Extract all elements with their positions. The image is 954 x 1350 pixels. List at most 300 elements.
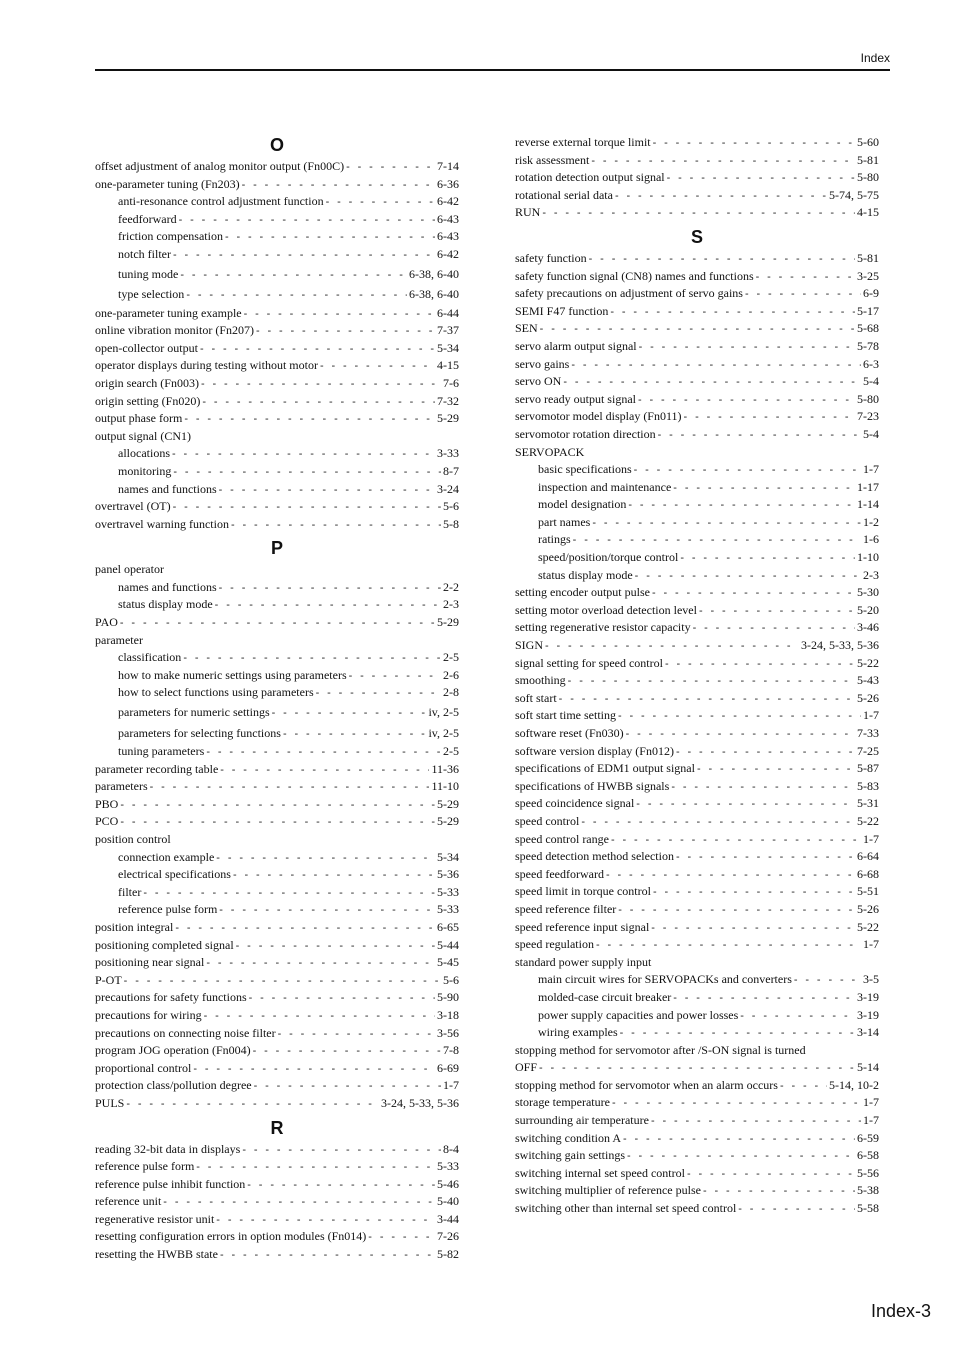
entry-pages: 6-42 [437, 194, 459, 209]
entry-pages: 6-43 [437, 229, 459, 244]
index-subentry [515, 1007, 879, 1025]
index-subentry [95, 284, 459, 305]
entry-term: specifications of HWBB signals [515, 778, 670, 793]
dot-leader [591, 153, 855, 170]
entry-term: allocations [118, 446, 170, 461]
entry-pages: 3-18 [437, 1007, 459, 1022]
entry-pages: 3-44 [437, 1211, 459, 1226]
dot-leader [615, 188, 827, 205]
dot-leader [320, 358, 435, 375]
entry-term: P-OT [95, 972, 122, 987]
entry-pages: 1-7 [863, 1113, 879, 1128]
index-subentry [515, 989, 879, 1007]
index-entry [95, 1025, 459, 1043]
index-entry [95, 989, 459, 1007]
entry-term: PBO [95, 796, 119, 811]
entry-term: OFF [515, 1060, 538, 1075]
index-entry [515, 338, 879, 356]
index-entry [515, 637, 879, 655]
index-subentry [95, 193, 459, 211]
dot-leader [126, 1096, 379, 1113]
index-entry [95, 1193, 459, 1211]
index-entry [95, 1158, 459, 1176]
entry-pages: 4-15 [437, 358, 459, 373]
dot-leader [653, 884, 855, 901]
entry-pages: iv, 2-5 [428, 725, 459, 740]
index-entry [95, 1042, 459, 1060]
entry-pages: 5-4 [863, 426, 879, 441]
entry-term: signal setting for speed control [515, 655, 663, 670]
dot-leader [219, 580, 441, 597]
entry-term: safety function signal (CN8) names and functions [515, 268, 754, 283]
entry-term: speed regulation [515, 937, 594, 952]
dot-leader [247, 1177, 435, 1194]
entry-pages: 5-56 [857, 1165, 879, 1180]
dot-leader [745, 286, 861, 303]
entry-pages: 6-36 [437, 176, 459, 191]
entry-pages: 1-7 [863, 1095, 879, 1110]
dot-leader [231, 517, 441, 534]
entry-term: PULS [95, 1095, 125, 1110]
entry-pages: 5-83 [857, 778, 879, 793]
index-subentry [515, 461, 879, 479]
index-subentry [515, 479, 879, 497]
entry-pages: 5-6 [443, 972, 459, 987]
index-entry [95, 937, 459, 955]
index-entry [95, 1211, 459, 1229]
entry-term: notch filter [118, 246, 171, 261]
entry-term: RUN [515, 205, 541, 220]
index-entry [95, 813, 459, 831]
dot-leader [173, 499, 441, 516]
entry-pages: 6-38, 6-40 [409, 266, 459, 281]
index-entry [515, 743, 879, 761]
entry-term: servomotor model display (Fn011) [515, 409, 682, 424]
index-entry [515, 1200, 879, 1218]
entry-pages: 5-74, 5-75 [829, 187, 879, 202]
entry-pages: 5-80 [857, 170, 879, 185]
index-entry [515, 1182, 879, 1200]
dot-leader [216, 850, 435, 867]
index-entry [515, 778, 879, 796]
index-subentry [95, 702, 459, 723]
dot-leader [173, 464, 441, 481]
entry-pages: 5-33 [437, 902, 459, 917]
index-entry [95, 954, 459, 972]
dot-leader [651, 920, 855, 937]
index-entry [515, 866, 879, 884]
index-entry [95, 158, 459, 176]
section-letter: R [270, 1117, 284, 1138]
entry-pages: 5-22 [857, 919, 879, 934]
entry-pages: 5-81 [857, 152, 879, 167]
dot-leader [120, 615, 435, 632]
index-entry [515, 391, 879, 409]
section-letter: O [269, 135, 284, 155]
dot-leader [571, 357, 861, 374]
entry-pages: 5-14, 10-2 [829, 1077, 879, 1092]
index-entry [515, 356, 879, 374]
index-entry [515, 1165, 879, 1183]
entry-term: rotation detection output signal [515, 170, 665, 185]
dot-leader [219, 482, 435, 499]
entry-term: speed limit in torque control [515, 884, 651, 899]
entry-term: molded-case circuit breaker [538, 989, 672, 1004]
dot-leader [233, 867, 435, 884]
entry-pages: 6-9 [863, 286, 879, 301]
index-entry [95, 1246, 459, 1264]
entry-pages: 5-90 [437, 990, 459, 1005]
entry-term: setting encoder output pulse [515, 585, 650, 600]
entry-pages: iv, 2-5 [428, 705, 459, 720]
dot-leader [253, 1043, 441, 1060]
entry-pages: 2-3 [863, 567, 879, 582]
entry-term: setting regenerative resistor capacity [515, 620, 691, 635]
index-entry [515, 373, 879, 391]
entry-term: origin search (Fn003) [95, 375, 199, 390]
index-entry [515, 848, 879, 866]
dot-leader [794, 972, 861, 989]
entry-term: SEMI F47 function [515, 303, 609, 318]
index-entry [515, 831, 879, 849]
entry-term: precautions on connecting noise filter [95, 1025, 276, 1040]
index-entry [515, 268, 879, 286]
dot-leader [687, 1166, 855, 1183]
index-entry [95, 410, 459, 428]
index-subentry [95, 579, 459, 597]
entry-pages: 6-3 [863, 356, 879, 371]
dot-leader [636, 796, 855, 813]
dot-leader [539, 1060, 855, 1077]
dot-leader [201, 376, 441, 393]
dot-leader [183, 650, 441, 667]
entry-term: standard power supply input [515, 954, 652, 969]
entry-term: setting motor overload detection level [515, 602, 697, 617]
entry-pages: 5-30 [857, 585, 879, 600]
entry-pages: 11-10 [431, 779, 459, 794]
dot-leader [368, 1229, 435, 1246]
dot-leader [150, 779, 430, 796]
dot-leader [665, 656, 855, 673]
entry-term: one-parameter tuning (Fn203) [95, 176, 240, 191]
entry-pages: 7-8 [443, 1043, 459, 1058]
index-entry [95, 796, 459, 814]
entry-term: regenerative resistor unit [95, 1211, 215, 1226]
entry-pages: 1-7 [863, 708, 879, 723]
dot-leader [658, 427, 861, 444]
dot-leader [545, 638, 799, 655]
entry-pages: 5-78 [857, 338, 879, 353]
entry-pages: 7-32 [437, 393, 459, 408]
entry-term: names and functions [118, 481, 217, 496]
index-entry [95, 1176, 459, 1194]
entry-pages: 3-24 [437, 481, 459, 496]
dot-leader [120, 814, 435, 831]
index-entry [515, 901, 879, 919]
entry-term: reverse external torque limit [515, 135, 651, 149]
index-entry [515, 795, 879, 813]
index-entry [95, 322, 459, 340]
dot-leader [256, 323, 435, 340]
entry-term: type selection [118, 287, 185, 302]
dot-leader [653, 135, 855, 152]
entry-term: servo alarm output signal [515, 338, 637, 353]
entry-term: origin setting (Fn020) [95, 393, 201, 408]
dot-leader [676, 849, 855, 866]
entry-term: reference pulse form [118, 902, 218, 917]
index-subentry [515, 514, 879, 532]
entry-term: SERVOPACK [515, 444, 585, 459]
entry-term: main circuit wires for SERVOPACKs and converters [538, 972, 792, 987]
index-subentry [95, 884, 459, 902]
entry-term: servo gains [515, 356, 570, 371]
index-entry [95, 357, 459, 375]
entry-term: parameters for numeric settings [118, 705, 270, 720]
dot-leader [610, 304, 855, 321]
dot-leader [634, 462, 861, 479]
entry-term: speed control [515, 813, 580, 828]
dot-leader [272, 703, 427, 723]
entry-term: parameter recording table [95, 761, 219, 776]
index-entry [515, 690, 879, 708]
index-entry [95, 1228, 459, 1246]
entry-term: names and functions [118, 579, 217, 594]
entry-term: smoothing [515, 673, 566, 688]
index-entry [95, 614, 459, 632]
dot-leader [186, 285, 407, 305]
entry-pages: 6-43 [437, 211, 459, 226]
entry-term: speed reference input signal [515, 919, 650, 934]
dot-leader [180, 265, 407, 285]
index-entry [515, 426, 879, 444]
index-entry [515, 1077, 879, 1095]
entry-term: model designation [538, 497, 627, 512]
entry-pages: 7-37 [437, 323, 459, 338]
index-subentry [515, 567, 879, 585]
dot-leader [124, 973, 441, 990]
entry-pages: 5-22 [857, 655, 879, 670]
dot-leader [738, 1201, 855, 1218]
entry-pages: 1-7 [863, 462, 879, 477]
dot-leader [623, 1131, 855, 1148]
entry-term: status display mode [118, 597, 213, 612]
index-entry [95, 972, 459, 990]
entry-pages: 3-24, 5-33, 5-36 [381, 1095, 459, 1110]
entry-pages: 5-33 [437, 1159, 459, 1174]
index-entry [95, 428, 459, 446]
index-subentry [95, 723, 459, 744]
entry-term: output phase form [95, 411, 183, 426]
dot-leader [249, 990, 435, 1007]
entry-pages: 5-6 [443, 499, 459, 514]
dot-leader [667, 170, 855, 187]
dot-leader [175, 920, 435, 937]
index-entry [95, 632, 459, 650]
index-subentry [95, 445, 459, 463]
index-subentry [95, 684, 459, 702]
index-entry [515, 619, 879, 637]
dot-leader [620, 1025, 855, 1042]
entry-term: servo ON [515, 374, 562, 389]
index-entry [95, 176, 459, 194]
entry-pages: 8-4 [443, 1141, 459, 1156]
entry-pages: 3-33 [437, 446, 459, 461]
index-entry [95, 1077, 459, 1095]
dot-leader [684, 409, 855, 426]
index-entry [515, 1042, 879, 1060]
entry-term: overtravel (OT) [95, 499, 171, 514]
index-entry [95, 778, 459, 796]
entry-term: soft start time setting [515, 708, 616, 723]
entry-pages: 1-17 [857, 479, 879, 494]
dot-leader [581, 814, 855, 831]
entry-term: switching gain settings [515, 1148, 625, 1163]
entry-term: power supply capacities and power losses [538, 1007, 739, 1022]
index-entry [515, 1094, 879, 1112]
entry-pages: 5-82 [437, 1247, 459, 1262]
entry-pages: 5-17 [857, 303, 879, 318]
entry-pages: 6-59 [857, 1130, 879, 1145]
dot-leader [193, 1061, 435, 1078]
dot-leader [206, 955, 435, 972]
dot-leader [346, 159, 435, 176]
index-subentry [515, 531, 879, 549]
entry-pages: 5-43 [857, 673, 879, 688]
entry-pages: 5-80 [857, 391, 879, 406]
entry-term: tuning mode [118, 266, 179, 281]
entry-pages: 7-33 [857, 726, 879, 740]
index-entry [95, 305, 459, 323]
dot-leader [254, 1078, 441, 1095]
entry-pages: 11-36 [431, 761, 459, 776]
dot-leader [143, 885, 435, 902]
entry-term: parameters [95, 779, 148, 794]
entry-pages: 5-58 [857, 1201, 879, 1216]
dot-leader [606, 867, 855, 884]
entry-term: specifications of EDM1 output signal [515, 761, 695, 776]
dot-leader [283, 724, 427, 744]
entry-term: friction compensation [118, 229, 223, 244]
index-entry [515, 813, 879, 831]
entry-term: position control [95, 832, 171, 846]
dot-leader [542, 205, 855, 222]
dot-leader [225, 229, 435, 246]
index-entry [515, 1130, 879, 1148]
dot-leader [651, 1113, 861, 1130]
entry-term: filter [118, 884, 142, 899]
index-entry [95, 761, 459, 779]
entry-pages: 1-14 [857, 497, 879, 512]
entry-pages: 5-4 [863, 374, 879, 389]
entry-term: PCO [95, 814, 119, 829]
entry-pages: 5-29 [437, 796, 459, 811]
entry-pages: 5-46 [437, 1176, 459, 1191]
entry-term: stopping method for servomotor when an alarm occurs [515, 1077, 778, 1092]
page-header-label: Index [860, 51, 890, 65]
index-subentry [95, 481, 459, 499]
page-number: Index-3 [870, 1301, 931, 1321]
index-subentry [95, 743, 459, 761]
dot-leader [628, 497, 855, 514]
entry-pages: 5-36 [437, 867, 459, 882]
entry-term: panel operator [95, 562, 164, 577]
dot-leader [638, 392, 855, 409]
dot-leader [568, 673, 855, 690]
dot-leader [219, 902, 435, 919]
index-entry [515, 707, 879, 725]
index-subentry [95, 264, 459, 285]
dot-leader [703, 1183, 855, 1200]
dot-leader [316, 685, 441, 702]
entry-term: speed control range [515, 831, 609, 846]
entry-pages: 5-31 [857, 796, 879, 811]
dot-leader [563, 374, 861, 391]
entry-term: speed coincidence signal [515, 796, 635, 811]
index-column-left [95, 134, 459, 1264]
dot-leader [635, 568, 861, 585]
entry-term: reference pulse form [95, 1159, 195, 1174]
entry-term: program JOG operation (Fn004) [95, 1043, 251, 1058]
entry-pages: 7-23 [857, 409, 879, 424]
section-letter: P [270, 538, 283, 559]
dot-leader [204, 1008, 435, 1025]
dot-leader [618, 902, 855, 919]
dot-leader [652, 585, 855, 602]
index-entry [515, 760, 879, 778]
entry-pages: 5-68 [857, 321, 879, 336]
index-entry [515, 285, 879, 303]
entry-pages: 3-56 [437, 1025, 459, 1040]
dot-leader [780, 1078, 827, 1095]
entry-pages: 1-10 [857, 550, 879, 565]
entry-term: reference unit [95, 1194, 162, 1209]
entry-pages: 5-20 [857, 602, 879, 617]
entry-term: PAO [95, 615, 118, 630]
entry-pages: 8-7 [443, 463, 459, 478]
entry-pages: 4-15 [857, 205, 879, 220]
index-entry [515, 1059, 879, 1077]
index-entry [515, 602, 879, 620]
entry-term: resetting configuration errors in option modules (Fn014) [95, 1229, 367, 1244]
entry-term: risk assessment [515, 152, 590, 167]
index-entry [95, 919, 459, 937]
entry-term: feedforward [118, 211, 177, 226]
dot-leader [215, 597, 441, 614]
entry-term: online vibration monitor (Fn207) [95, 323, 254, 338]
index-entry [95, 1095, 459, 1113]
entry-term: positioning completed signal [95, 937, 234, 952]
index-entry [515, 883, 879, 901]
dot-leader [671, 779, 855, 796]
entry-term: operator displays during testing without motor [95, 358, 318, 373]
index-entry [515, 919, 879, 937]
index-subentry [95, 246, 459, 264]
dot-leader [206, 744, 441, 761]
index-entry [95, 498, 459, 516]
entry-term: rotational serial data [515, 187, 613, 202]
entry-term: servomotor rotation direction [515, 426, 656, 441]
entry-pages: 1-7 [863, 831, 879, 846]
index-subentry [515, 1024, 879, 1042]
entry-term: speed/position/torque control [538, 550, 679, 565]
entry-term: servo ready output signal [515, 391, 636, 406]
entry-pages: 5-45 [437, 955, 459, 970]
entry-term: overtravel warning function [95, 516, 229, 531]
dot-leader [592, 515, 861, 532]
entry-pages: 2-5 [443, 744, 459, 759]
entry-pages: 6-64 [857, 849, 879, 864]
entry-term: precautions for wiring [95, 1007, 202, 1022]
